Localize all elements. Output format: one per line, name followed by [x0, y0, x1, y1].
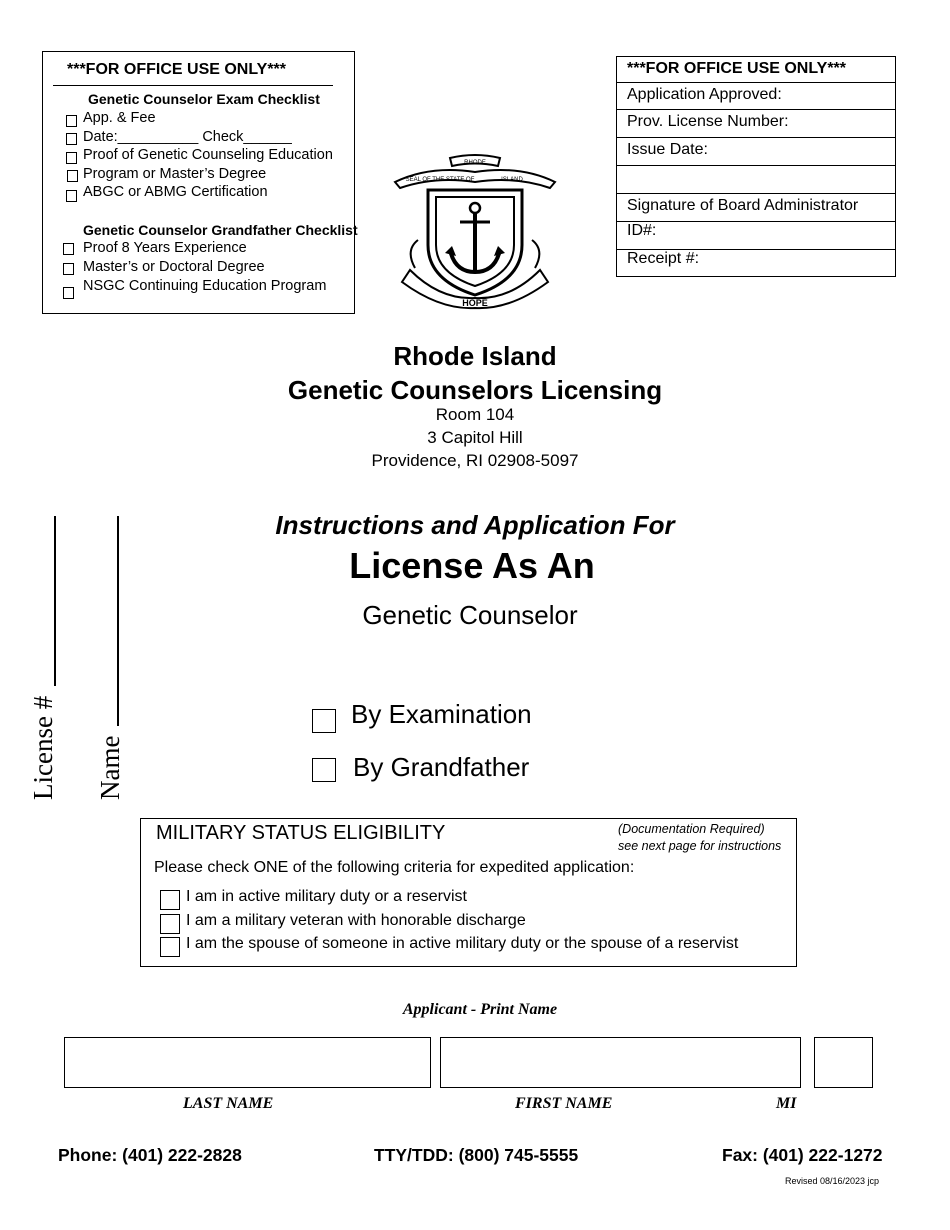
grandfather-checklist-title: Genetic Counselor Grandfather Checklist	[83, 222, 358, 238]
exam-item-label: App. & Fee	[83, 110, 156, 126]
documentation-note-instructions: see next page for instructions	[618, 839, 782, 853]
exam-item-label: Proof of Genetic Counseling Education	[83, 147, 333, 163]
last-name-label: LAST NAME	[183, 1095, 274, 1112]
application-approved-row[interactable]	[617, 83, 895, 110]
military-option-label: I am the spouse of someone in active military duty or the spouse of a reservist	[186, 935, 739, 952]
middle-initial-input[interactable]	[814, 1037, 873, 1088]
military-option-checkbox[interactable]	[160, 914, 180, 934]
agency-name: Genetic Counselors Licensing	[287, 375, 663, 405]
military-option-checkbox[interactable]	[160, 890, 180, 910]
title-line2: License As An	[349, 545, 595, 586]
agency-city: Providence, RI 02908-5097	[371, 451, 579, 470]
exam-item-label: Program or Master’s Degree	[83, 166, 267, 182]
checkbox-date-check[interactable]	[66, 133, 77, 145]
license-number-label: License #	[28, 695, 58, 800]
by-grandfather-label: By Grandfather	[353, 752, 530, 782]
id-row[interactable]	[617, 222, 895, 250]
office-use-header: ***FOR OFFICE USE ONLY***	[67, 61, 287, 78]
grandfather-item-label: NSGC Continuing Education Program	[83, 278, 327, 294]
name-side-label: Name	[95, 735, 125, 800]
checkbox-degree[interactable]	[63, 263, 74, 275]
checkbox-app-fee[interactable]	[66, 115, 77, 127]
agency-street: 3 Capitol Hill	[427, 428, 523, 447]
military-prompt: Please check ONE of the following criteria for expedited application:	[154, 859, 635, 876]
checkbox-nsgc[interactable]	[63, 287, 74, 299]
exam-item-label: ABGC or ABMG Certification	[83, 184, 268, 200]
state-seal-anchor-emblem	[390, 150, 560, 310]
military-status-box	[140, 818, 797, 967]
grandfather-item-label: Master’s or Doctoral Degree	[83, 259, 265, 275]
by-examination-label: By Examination	[351, 699, 532, 729]
documentation-note: (Documentation Required)	[618, 822, 765, 836]
name-line[interactable]	[117, 516, 119, 726]
revision-note: Revised 08/16/2023 jcp	[785, 1176, 880, 1186]
signature-row[interactable]	[617, 194, 895, 222]
exam-item-label: Date:__________ Check______	[83, 129, 292, 145]
title-line1: Instructions and Application For	[275, 510, 675, 540]
issue-date-label: Issue Date:	[627, 141, 708, 158]
office-use-approval-box	[616, 56, 896, 277]
blank-row[interactable]	[617, 166, 895, 194]
prov-license-number-row[interactable]	[617, 110, 895, 138]
signature-label: Signature of Board Administrator	[627, 197, 859, 214]
seal-top-word: RHODE	[464, 160, 486, 166]
issue-date-row[interactable]	[617, 138, 895, 166]
office-use-checklist-box	[42, 51, 358, 314]
applicant-print-name-label: Applicant - Print Name	[402, 1001, 558, 1018]
military-option-label: I am a military veteran with honorable discharge	[186, 912, 526, 929]
divider	[53, 85, 333, 86]
grandfather-item-label: Proof 8 Years Experience	[83, 240, 247, 256]
phone-number: Phone: (401) 222-2828	[58, 1145, 242, 1165]
checkbox-certification[interactable]	[66, 190, 77, 202]
military-option-checkbox[interactable]	[160, 937, 180, 957]
tty-number: TTY/TDD: (800) 745-5555	[374, 1145, 579, 1165]
id-label: ID#:	[627, 222, 657, 239]
mi-label: MI	[776, 1095, 797, 1112]
by-examination-checkbox[interactable]	[312, 709, 336, 733]
receipt-label: Receipt #:	[627, 250, 700, 267]
office-use-header-row	[617, 57, 895, 83]
first-name-label: FIRST NAME	[515, 1095, 613, 1112]
license-number-line[interactable]	[54, 516, 56, 686]
checkbox-experience[interactable]	[63, 243, 74, 255]
seal-motto: HOPE	[462, 298, 488, 308]
military-option-label: I am in active military duty or a reservist	[186, 888, 467, 905]
prov-license-number-label: Prov. License Number:	[627, 113, 789, 130]
seal-banner-right: ISLAND	[501, 177, 523, 183]
by-grandfather-checkbox[interactable]	[312, 758, 336, 782]
application-approved-label: Application Approved:	[627, 86, 782, 103]
agency-room: Room 104	[435, 405, 515, 424]
title-line3: Genetic Counselor	[362, 600, 578, 630]
agency-state: Rhode Island	[393, 341, 557, 371]
last-name-input[interactable]	[64, 1037, 431, 1088]
receipt-row[interactable]	[617, 250, 895, 277]
office-use-header: ***FOR OFFICE USE ONLY***	[627, 60, 847, 77]
checkbox-education-proof[interactable]	[66, 152, 77, 164]
checkbox-program-degree[interactable]	[67, 170, 78, 182]
fax-number: Fax: (401) 222-1272	[722, 1145, 883, 1165]
seal-banner-left: SEAL OF THE STATE OF	[405, 177, 475, 183]
first-name-input[interactable]	[440, 1037, 801, 1088]
military-title: MILITARY STATUS ELIGIBILITY	[156, 822, 446, 844]
exam-checklist-title: Genetic Counselor Exam Checklist	[88, 91, 320, 107]
